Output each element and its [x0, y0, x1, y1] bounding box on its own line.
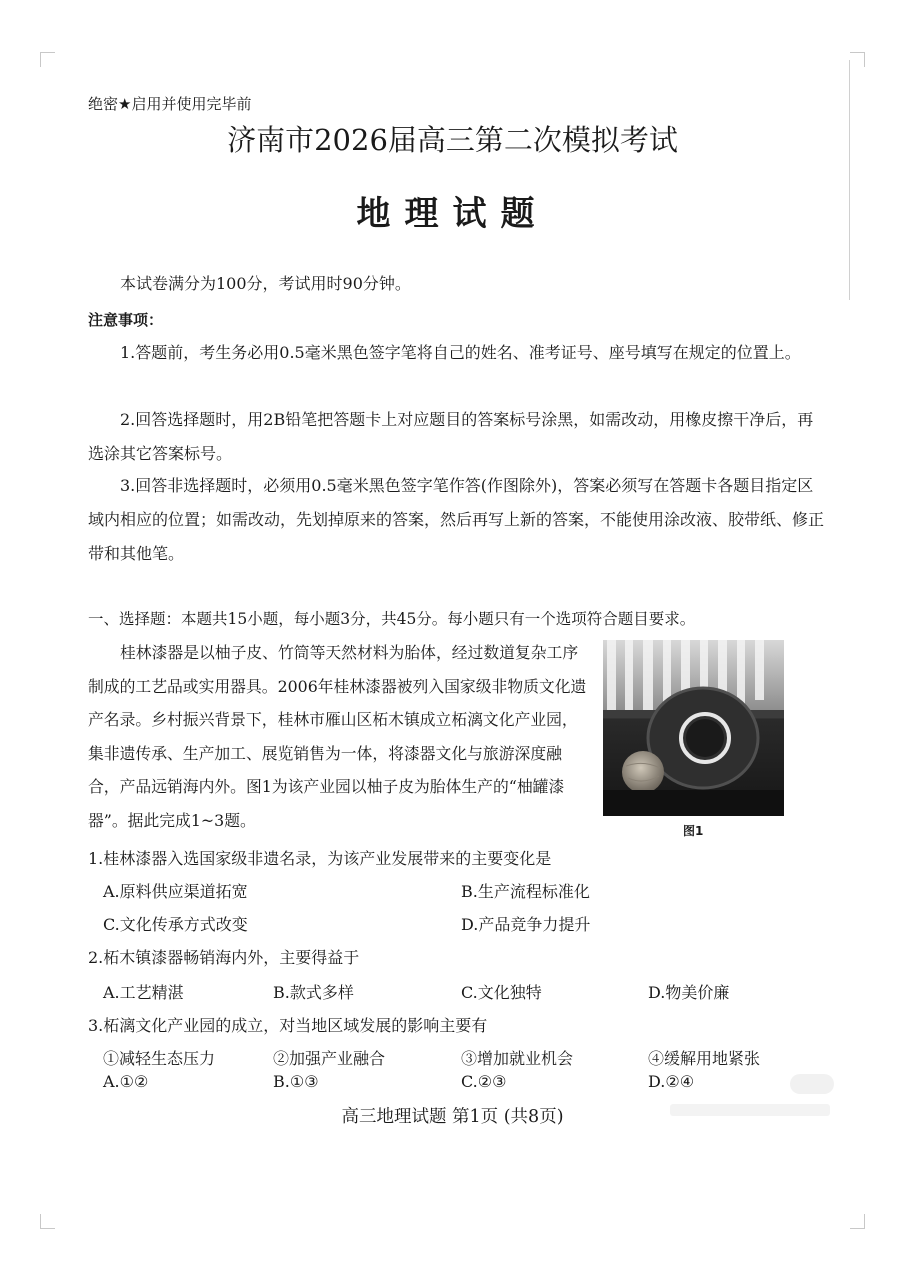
lacquerware-photo	[603, 640, 784, 816]
option-d: D.产品竞争力提升	[461, 915, 591, 934]
subject-title: 地理试题	[356, 194, 549, 234]
option-a: A.①②	[103, 1072, 149, 1091]
notice-item: 3.回答非选择题时，必须用0.5毫米黑色签字笔作答(作图除外)，答案必须写在答题卡各题目指定区域内相应的位置；如需改动，先划掉原来的答案，然后再写上新的答案，不能使用涂改液、胶带纸、修正带和其他笔。	[88, 476, 825, 563]
exam-info: 本试卷满分为100分，考试用时90分钟。	[120, 274, 411, 293]
option-d: D.物美价廉	[648, 983, 730, 1002]
question-stem: 1.桂林漆器入选国家级非遗名录，为该产业发展带来的主要变化是	[88, 849, 552, 868]
notice-item: 1.答题前，考生务必用0.5毫米黑色签字笔将自己的姓名、准考证号、座号填写在规定的位置上。	[120, 343, 801, 362]
option-c: C.文化传承方式改变	[103, 915, 248, 934]
lacquerware-image	[603, 640, 784, 816]
page-footer: 高三地理试题 第1页 (共8页)	[341, 1107, 564, 1127]
option-c: C.文化独特	[461, 983, 542, 1002]
option-b: B.款式多样	[273, 983, 354, 1002]
statement-3: ③增加就业机会	[461, 1049, 574, 1068]
margin-rule	[849, 60, 850, 300]
section-heading: 一、选择题：本题共15小题，每小题3分，共45分。每小题只有一个选项符合题目要求。	[88, 610, 696, 628]
option-a: A.原料供应渠道拓宽	[103, 882, 248, 901]
crop-mark-bottom-right	[850, 1214, 865, 1229]
crop-mark-top-right	[850, 52, 865, 67]
option-d: D.②④	[648, 1072, 695, 1091]
notice-heading: 注意事项：	[88, 311, 164, 329]
figure-caption: 图1	[683, 824, 704, 838]
statement-4: ④缓解用地紧张	[648, 1049, 761, 1068]
statement-1: ①减轻生态压力	[103, 1049, 216, 1068]
exam-title: 济南市2026届高三第二次模拟考试	[227, 123, 678, 157]
crop-mark-top-left	[40, 52, 55, 67]
reading-passage: 桂林漆器是以柚子皮、竹筒等天然材料为胎体，经过数道复杂工序制成的工艺品或实用器具。2006年桂林漆器被列入国家级非物质文化遗产名录。乡村振兴背景下，桂林市雁山区柘木镇成立柘漓文化产业园，集非遗传承、生产加工、展览销售为一体，将漆器文化与旅游深度融合，产品远销海内外。图1为该产业园以柚子皮为胎体生产的“柚罐漆器”。据此完成1~3题。	[88, 643, 587, 830]
statement-2: ②加强产业融合	[273, 1049, 386, 1068]
option-b: B.①③	[273, 1072, 319, 1091]
option-b: B.生产流程标准化	[461, 882, 590, 901]
crop-mark-bottom-left	[40, 1214, 55, 1229]
confidential-label: 绝密★启用并使用完毕前	[88, 95, 252, 113]
watermark-badge	[790, 1074, 834, 1094]
option-a: A.工艺精湛	[103, 983, 184, 1002]
question-stem: 3.柘漓文化产业园的成立，对当地区域发展的影响主要有	[88, 1016, 488, 1035]
notice-item: 2.回答选择题时，用2B铅笔把答题卡上对应题目的答案标号涂黑，如需改动，用橡皮擦干净后，再选涂其它答案标号。	[88, 410, 814, 463]
question-stem: 2.柘木镇漆器畅销海内外，主要得益于	[88, 948, 360, 967]
option-c: C.②③	[461, 1072, 507, 1091]
